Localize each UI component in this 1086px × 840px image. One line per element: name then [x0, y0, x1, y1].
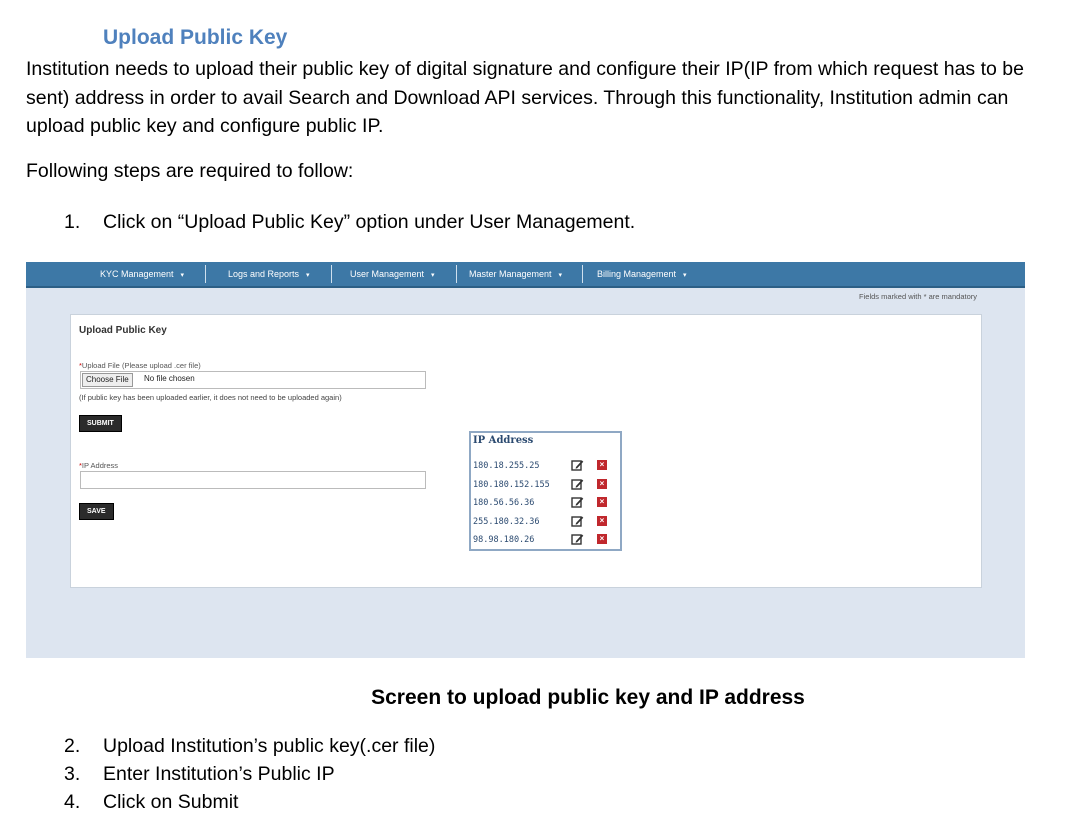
ip-value: 98.98.180.26 [473, 535, 535, 545]
nav-logs-and-reports[interactable]: Logs and Reports ▾ [228, 269, 310, 279]
navbar [26, 262, 1025, 288]
submit-button[interactable]: SUBMIT [79, 415, 122, 432]
ip-address-table [469, 431, 622, 551]
nav-divider [331, 265, 332, 283]
step-number: 3. [64, 763, 81, 785]
ip-table-row [473, 533, 618, 549]
ip-value: 180.56.56.36 [473, 498, 535, 508]
file-status: No file chosen [144, 374, 195, 383]
ip-address-label-text: IP Address [81, 461, 119, 470]
ip-value: 255.180.32.36 [473, 516, 540, 527]
step-3 [64, 763, 335, 786]
file-input[interactable] [80, 371, 426, 389]
step-2 [64, 735, 435, 758]
edit-icon[interactable] [571, 478, 584, 491]
step-text: Click on Submit [103, 791, 239, 813]
steps-intro: Following steps are required to follow: [26, 160, 354, 182]
nav-divider [456, 265, 457, 283]
caret-down-icon: ▾ [431, 272, 435, 279]
upload-panel [70, 314, 982, 588]
delete-icon[interactable]: × [597, 460, 607, 470]
intro-paragraph: Institution needs to upload their public key of digital signature and configure their IP(IP from which request has to be sent) address in order to avail Search and Download API services. Through this functionality, Institution admin can upload public key and configure public IP. [26, 58, 1024, 137]
step-number: 1. [64, 211, 81, 233]
choose-file-button[interactable]: Choose File [82, 373, 133, 387]
ip-table-row [473, 515, 618, 531]
ip-table-row [473, 478, 618, 494]
edit-icon[interactable] [571, 459, 584, 472]
delete-icon[interactable]: × [597, 516, 607, 526]
edit-icon[interactable] [571, 496, 584, 509]
delete-icon[interactable]: × [597, 534, 607, 544]
step-text: Click on “Upload Public Key” option under User Management. [103, 211, 636, 233]
edit-icon[interactable] [571, 515, 584, 528]
step-1 [64, 211, 635, 234]
delete-icon[interactable]: × [597, 479, 607, 489]
caret-down-icon: ▾ [558, 272, 563, 279]
caret-down-icon: ▾ [683, 272, 687, 279]
required-star: * [79, 361, 82, 370]
nav-master-management[interactable]: Master Management ▾ [469, 269, 563, 279]
required-star: * [79, 461, 82, 470]
step-number: 2. [64, 735, 81, 757]
upload-file-label [79, 361, 201, 370]
nav-billing-management[interactable]: Billing Management ▾ [597, 269, 687, 279]
figure-caption: Screen to upload public key and IP address [371, 686, 805, 709]
ip-value: 180.180.152.155 [473, 479, 550, 490]
doc-heading: Upload Public Key [103, 26, 288, 49]
upload-file-label-text: Upload File (Please upload .cer file) [81, 361, 201, 370]
delete-icon[interactable]: × [597, 497, 607, 507]
step-4 [64, 791, 238, 814]
ip-value: 180.18.255.25 [473, 461, 540, 471]
nav-kyc-management[interactable]: KYC Management ▾ [100, 269, 185, 279]
step-number: 4. [64, 791, 81, 813]
screenshot-figure [26, 262, 1025, 658]
panel-title: Upload Public Key [79, 325, 167, 336]
caret-down-icon: ▾ [180, 272, 185, 279]
ip-table-row [473, 496, 618, 512]
nav-divider [582, 265, 583, 283]
ip-address-label [79, 461, 118, 470]
nav-divider [205, 265, 206, 283]
ip-table-header: IP Address [473, 435, 534, 446]
edit-icon[interactable] [571, 533, 584, 546]
step-text: Upload Institution’s public key(.cer file) [103, 735, 436, 757]
ip-table-row [473, 459, 618, 475]
mandatory-note: Fields marked with * are mandatory [859, 292, 977, 301]
ip-address-input[interactable] [80, 471, 426, 489]
nav-user-management[interactable]: User Management ▾ [350, 269, 435, 279]
save-button[interactable]: SAVE [79, 503, 114, 520]
step-text: Enter Institution’s Public IP [103, 763, 335, 785]
upload-hint: (If public key has been uploaded earlier, it does not need to be uploaded again) [79, 393, 342, 402]
caret-down-icon: ▾ [306, 272, 310, 279]
